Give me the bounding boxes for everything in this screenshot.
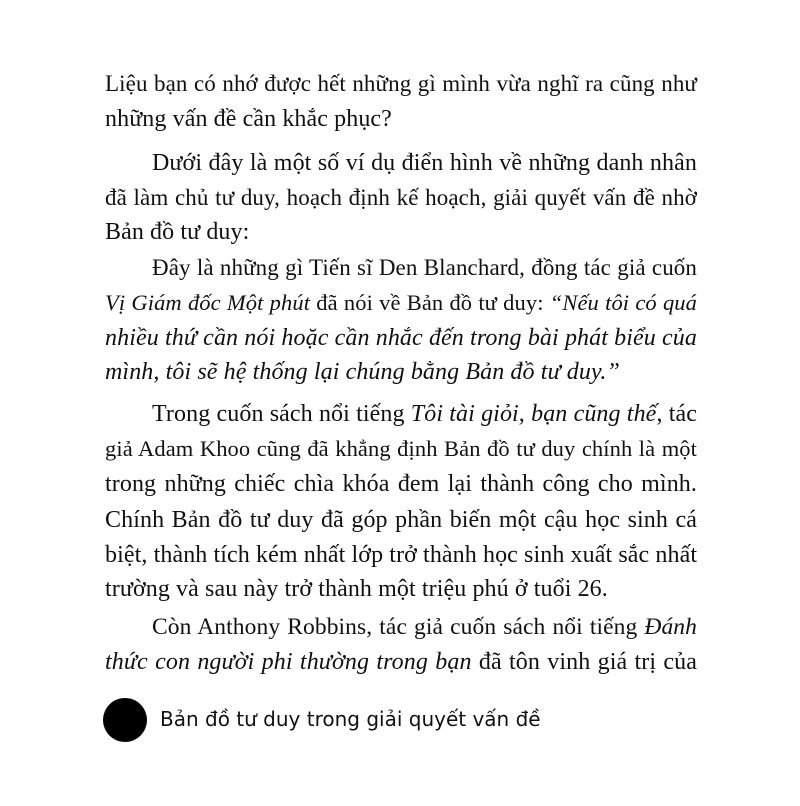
text-line: [105, 101, 697, 137]
text-line: [105, 285, 697, 321]
text-run: Dưới đây là một số ví dụ điển hình về những danh nhân: [152, 150, 697, 176]
text-line: [105, 537, 697, 573]
text-run: Đây là những gì Tiến sĩ Den Blanchard, đồng tác giả cuốn: [152, 255, 697, 280]
book-title-italic: Đánh: [644, 614, 697, 640]
text-run: những vấn đề cần khắc phục?: [105, 106, 392, 132]
text-line: [152, 250, 697, 286]
text-line: [152, 609, 697, 645]
text-line: [105, 320, 697, 356]
book-title-italic: Vị Giám đốc Một phút: [105, 290, 311, 315]
text-run: trong những chiếc chìa khóa đem lại thành công cho mình.: [105, 471, 697, 497]
text-line: [105, 66, 697, 102]
text-run: đã nói về Bản đồ tư duy:: [310, 290, 550, 315]
text-line: [105, 431, 697, 467]
text-line: [152, 145, 697, 181]
text-run: Bản đồ tư duy:: [105, 219, 250, 245]
text-run: trường và sau này trở thành một triệu phú ở tuổi 26.: [105, 576, 608, 602]
text-line: [105, 180, 697, 216]
quote-italic: “Nếu tôi có quá: [549, 290, 697, 315]
text-run: đã làm chủ tư duy, hoạch định kế hoạch, giải quyết vấn đề nhờ: [105, 185, 697, 210]
text-run: đã tôn vinh giá trị của: [471, 649, 698, 675]
book-title-italic: Tôi tài giỏi, bạn cũng thế: [410, 401, 657, 427]
quote-italic: mình, tôi sẽ hệ thống lại chúng bằng Bản đồ tư duy.”: [105, 359, 620, 385]
text-line: [105, 466, 697, 502]
text-line: [152, 396, 697, 432]
text-run: Chính Bản đồ tư duy đã góp phần biến một cậu học sinh cá: [105, 507, 697, 533]
text-run: Còn Anthony Robbins, tác giả cuốn sách nổi tiếng: [152, 614, 645, 640]
text-run: , tác: [656, 401, 697, 427]
black-circle-icon: [103, 698, 147, 742]
footer-title: Bản đồ tư duy trong giải quyết vấn đề: [160, 707, 541, 731]
text-run: Liệu bạn có nhớ được hết những gì mình vừa nghĩ ra cũng như: [105, 71, 697, 96]
text-run: giả Adam Khoo cũng đã khẳng định Bản đồ tư duy chính là một: [105, 436, 697, 461]
text-line: [105, 502, 697, 538]
text-run: Trong cuốn sách nổi tiếng: [152, 401, 411, 427]
quote-italic: nhiều thứ cần nói hoặc cần nhắc đến trong bài phát biểu của: [105, 325, 697, 351]
book-title-italic: thức con người phi thường trong bạn: [105, 649, 472, 675]
text-line: [105, 354, 697, 390]
text-line: [105, 571, 697, 607]
text-line: [105, 644, 697, 680]
text-run: biệt, thành tích kém nhất lớp trở thành học sinh xuất sắc nhất: [105, 542, 698, 568]
running-footer: [103, 698, 703, 744]
text-line: [105, 214, 697, 250]
